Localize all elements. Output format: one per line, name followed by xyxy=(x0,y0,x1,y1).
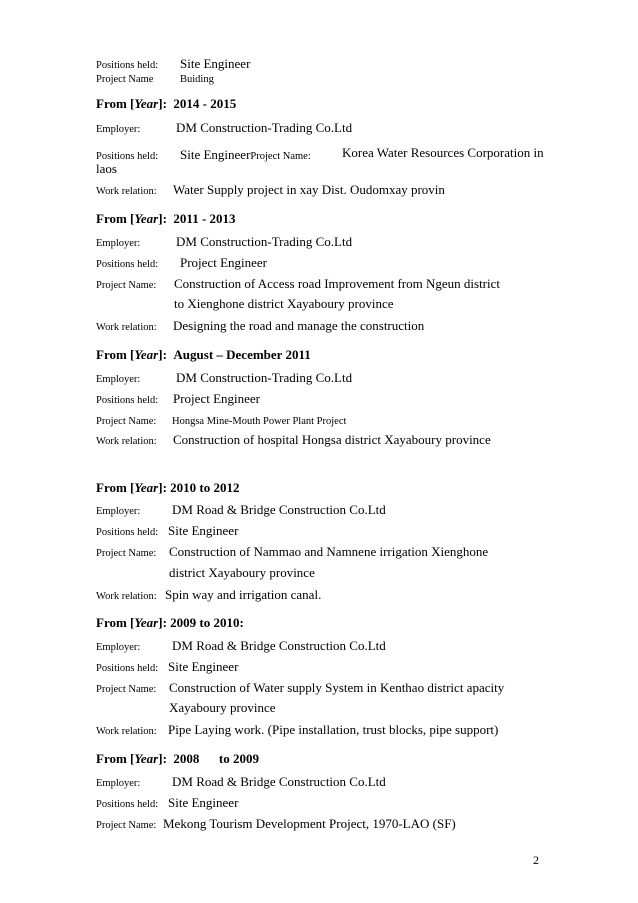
section-5-heading: From [Year]: 2009 to 2010: xyxy=(96,615,244,630)
section-2-years: 2011 - 2013 xyxy=(173,211,236,226)
section-6-position: Site Engineer xyxy=(168,795,239,810)
section-2-project-1: Construction of Access road Improvement from Ngeun district xyxy=(174,276,501,291)
section-1-years: 2014 - 2015 xyxy=(173,96,237,111)
positions-label: Positions held: xyxy=(96,60,159,71)
section-3-employer-line: Employer: DM Construction-Trading Co.Ltd xyxy=(96,370,353,385)
section-3-employer: DM Construction-Trading Co.Ltd xyxy=(176,370,353,385)
section-2-employer: DM Construction-Trading Co.Ltd xyxy=(176,234,353,249)
section-2-positions-line: Positions held: Project Engineer xyxy=(96,255,267,270)
section-2-work: Designing the road and manage the construction xyxy=(173,318,425,333)
section-4-work-line: Work relation: Spin way and irrigation canal. xyxy=(96,587,322,602)
section-6-employer: DM Road & Bridge Construction Co.Ltd xyxy=(172,774,386,789)
section-4-work: Spin way and irrigation canal. xyxy=(165,587,322,602)
section-2-project-2: to Xienghone district Xayaboury province xyxy=(174,296,394,311)
section-6-employer-line: Employer: DM Road & Bridge Construction Co.Ltd xyxy=(96,774,386,789)
section-1-position: Site Engineer xyxy=(180,147,251,162)
section-1-employer: DM Construction-Trading Co.Ltd xyxy=(176,120,353,135)
positions-value: Site Engineer xyxy=(180,56,251,71)
section-1-work: Water Supply project in xay Dist. Oudomxay provin xyxy=(173,182,445,197)
section-6-project-line: Project Name: Mekong Tourism Development Project, 1970-LAO (SF) xyxy=(96,816,456,831)
section-5-work: Pipe Laying work. (Pipe installation, trust blocks, pipe support) xyxy=(168,722,499,737)
section-1-work-line: Work relation: Water Supply project in xay Dist. Oudomxay provin xyxy=(96,182,445,197)
section-4-employer: DM Road & Bridge Construction Co.Ltd xyxy=(172,502,386,517)
section-5-project-2: Xayaboury province xyxy=(169,700,276,715)
section-6-positions-line: Positions held: Site Engineer xyxy=(96,795,239,810)
section-4-positions-line: Positions held: Site Engineer xyxy=(96,523,239,538)
section-3-work-line: Work relation: Construction of hospital Hongsa district Xayaboury province xyxy=(96,432,491,447)
section-4-project-1: Construction of Nammao and Namnene irrigation Xienghone xyxy=(169,544,489,559)
section-5-employer: DM Road & Bridge Construction Co.Ltd xyxy=(172,638,386,653)
section-2-position: Project Engineer xyxy=(180,255,267,270)
project-value: Buiding xyxy=(180,74,214,85)
section-4-employer-line: Employer: DM Road & Bridge Construction Co.Ltd xyxy=(96,502,386,517)
section-6-years: 2008 to 2009 xyxy=(173,751,259,766)
section-2-project-line: Project Name: Construction of Access road Improvement from Ngeun district xyxy=(96,276,501,291)
section-5-employer-line: Employer: DM Road & Bridge Construction Co.Ltd xyxy=(96,638,386,653)
section-1-heading: From [Year]: 2014 - 2015 xyxy=(96,96,237,111)
section-3-heading: From [Year]: August – December 2011 xyxy=(96,347,311,362)
section-1-positions-line: Positions held: Site EngineerProject Name: xyxy=(96,147,311,162)
section-2-employer-line: Employer: DM Construction-Trading Co.Ltd xyxy=(96,234,353,249)
section-5-project-1: Construction of Water supply System in Kenthao district apacity xyxy=(169,680,505,695)
section-5-project-line: Project Name: Construction of Water supply System in Kenthao district apacity xyxy=(96,680,505,695)
section-1-project-value: Korea Water Resources Corporation in xyxy=(342,145,544,160)
section-2-work-line: Work relation: Designing the road and manage the construction xyxy=(96,318,425,333)
section-2-heading: From [Year]: 2011 - 2013 xyxy=(96,211,236,226)
top-project-line xyxy=(96,70,214,86)
section-5-positions-line: Positions held: Site Engineer xyxy=(96,659,239,674)
section-5-work-line: Work relation: Pipe Laying work. (Pipe installation, trust blocks, pipe support) xyxy=(96,722,499,737)
section-1-project-wrap: laos xyxy=(96,161,117,176)
section-4-years: 2010 to 2012 xyxy=(170,480,240,495)
section-3-position: Project Engineer xyxy=(173,391,260,406)
section-6-heading: From [Year]: 2008 to 2009 xyxy=(96,751,259,766)
section-3-project: Hongsa Mine-Mouth Power Plant Project xyxy=(172,416,347,427)
section-3-project-line: Project Name: Hongsa Mine-Mouth Power Plant Project xyxy=(96,416,347,427)
section-4-project-2: district Xayaboury province xyxy=(169,565,315,580)
page-number: 2 xyxy=(533,853,539,867)
section-5-years: 2009 to 2010: xyxy=(170,615,244,630)
section-5-position: Site Engineer xyxy=(168,659,239,674)
section-1-employer-line: Employer: DM Construction-Trading Co.Ltd xyxy=(96,120,353,135)
section-3-positions-line: Positions held: Project Engineer xyxy=(96,391,260,406)
section-3-work: Construction of hospital Hongsa district Xayaboury province xyxy=(173,432,491,447)
section-4-position: Site Engineer xyxy=(168,523,239,538)
section-6-project: Mekong Tourism Development Project, 1970-LAO (SF) xyxy=(163,816,456,831)
section-4-heading: From [Year]: 2010 to 2012 xyxy=(96,480,240,495)
section-3-years: August – December 2011 xyxy=(173,347,311,362)
section-1-inline-project-label: Project Name: xyxy=(250,151,311,162)
section-4-project-line: Project Name: Construction of Nammao and Namnene irrigation Xienghone xyxy=(96,544,489,559)
project-label: Project Name xyxy=(96,74,154,85)
